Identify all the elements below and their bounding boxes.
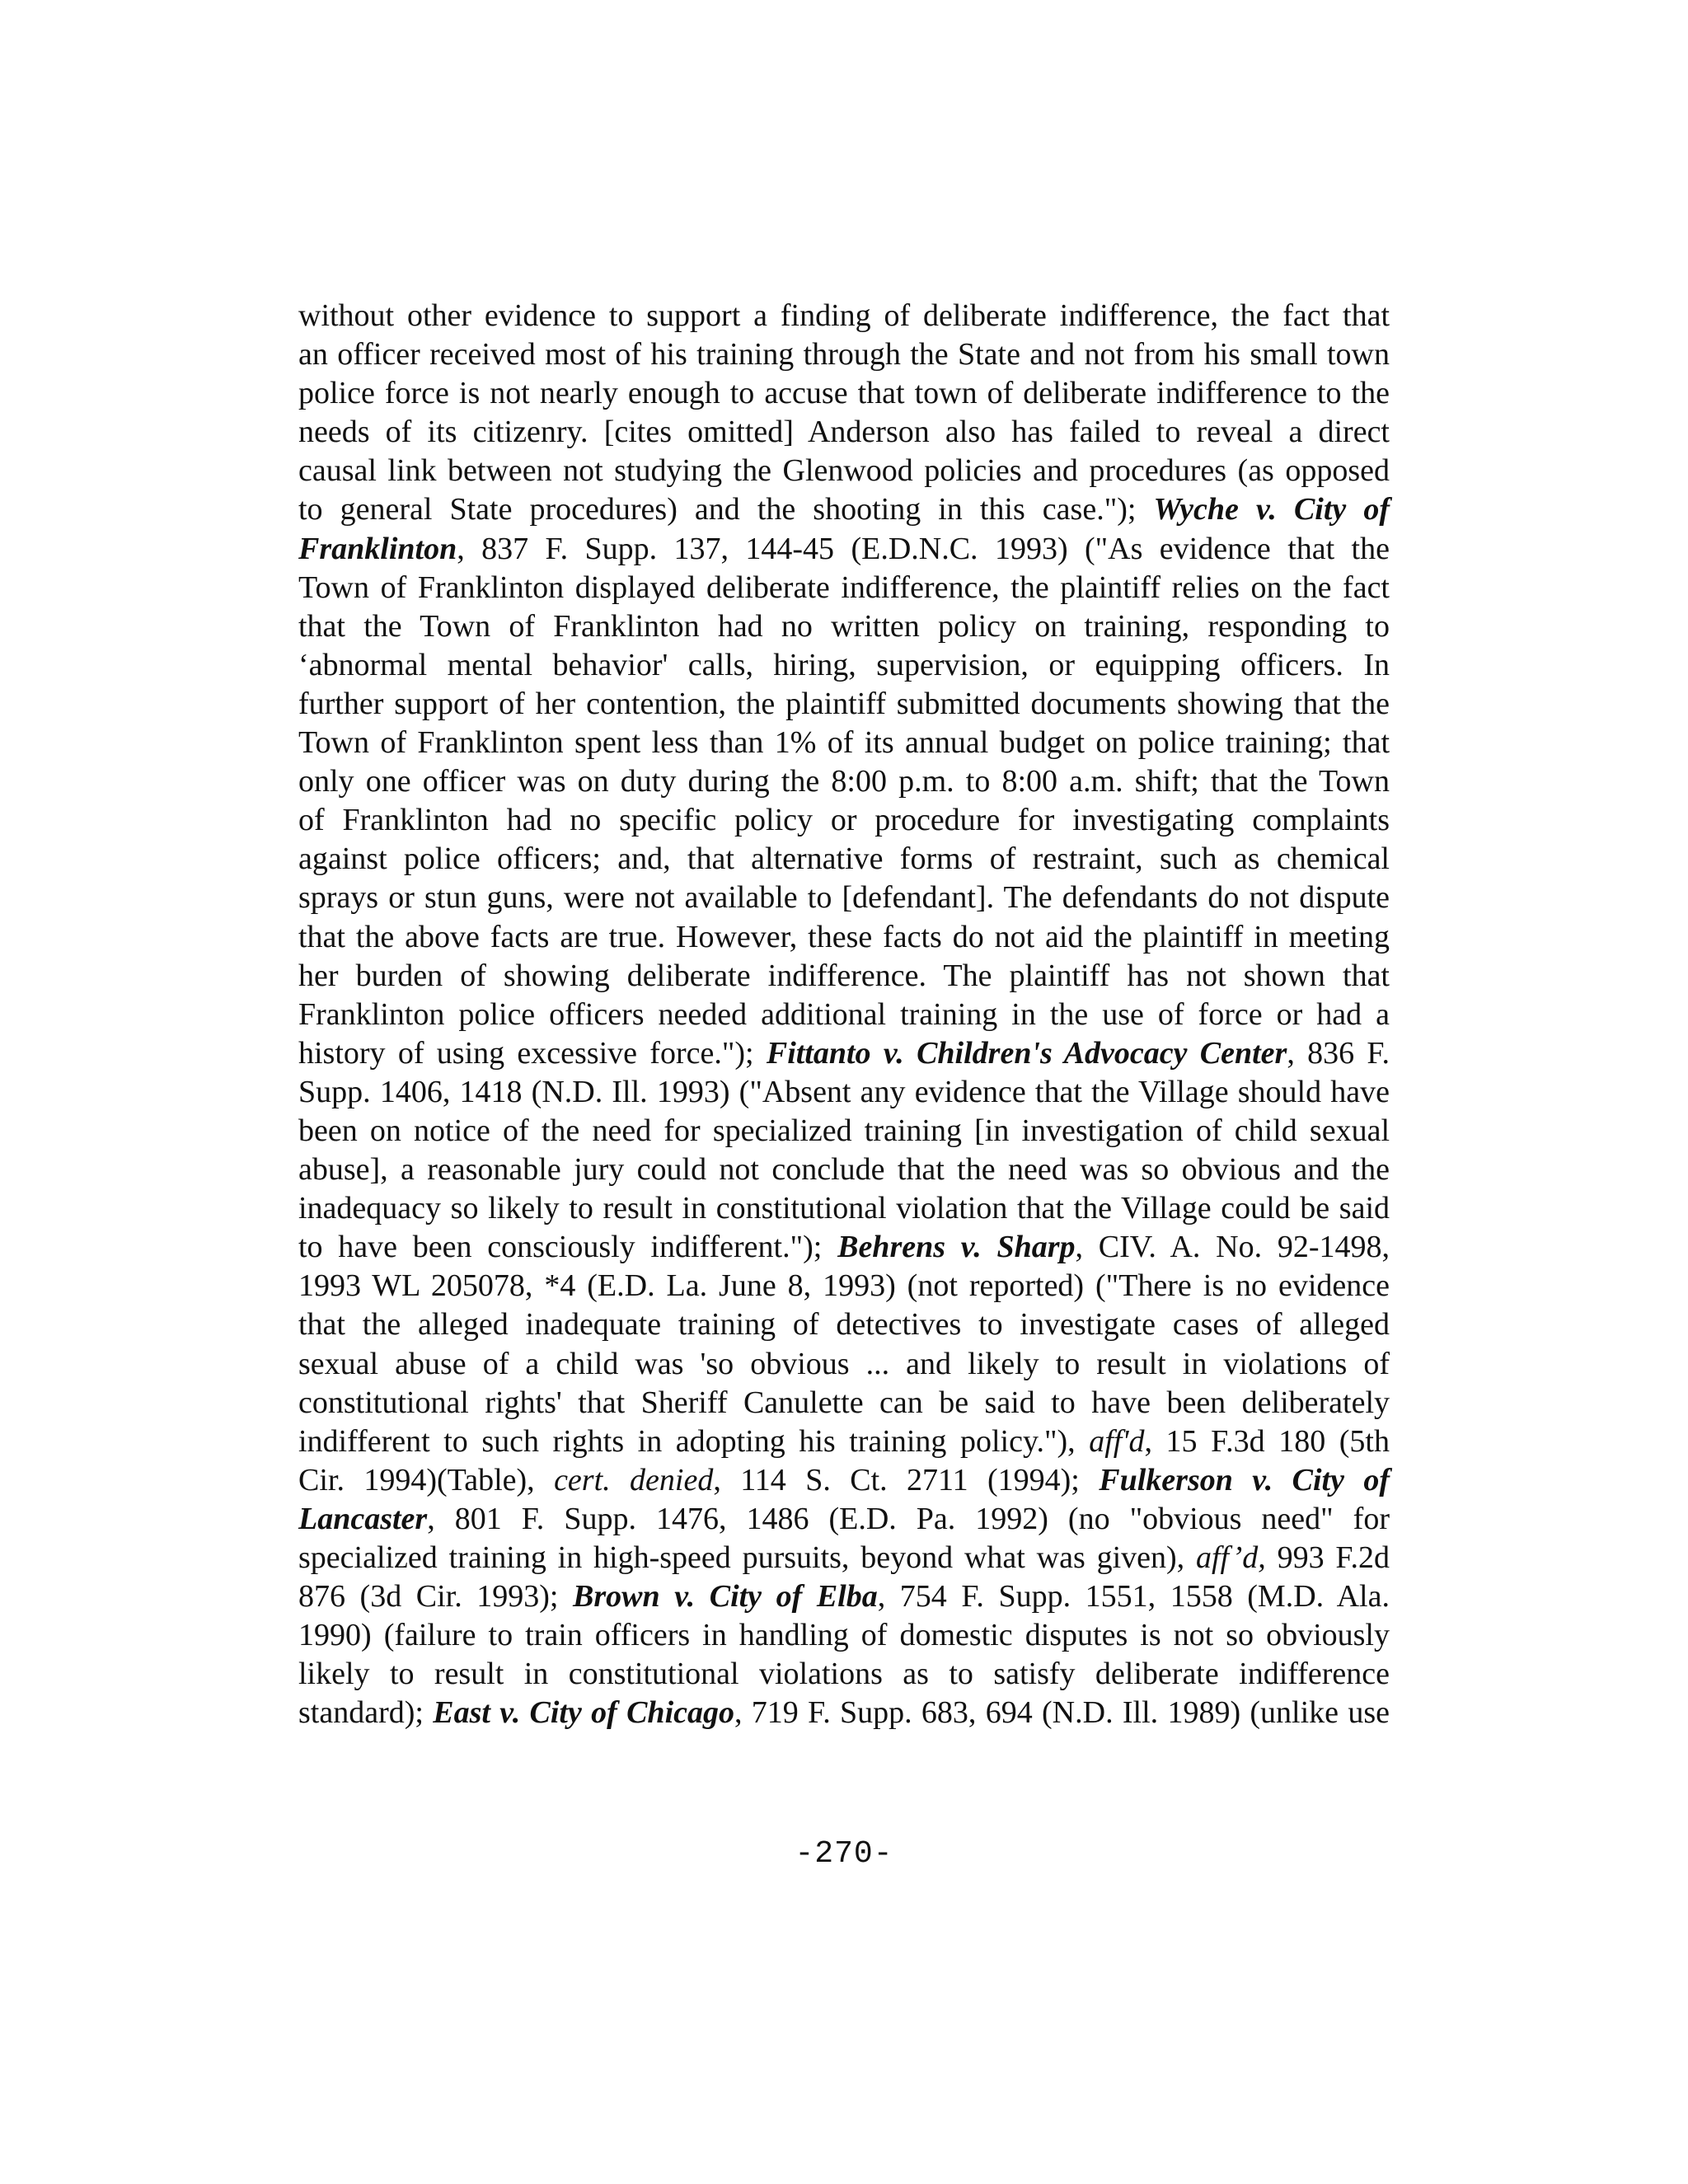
case-name: Fittanto v. Children's Advocacy Center — [766, 1035, 1287, 1071]
text-segment: , CIV. A. No. 92-1498, — [1075, 1230, 1390, 1265]
text-line — [298, 1073, 1390, 1112]
text-segment: Supp. 1406, 1418 (N.D. Ill. 1993) ("Absent any evidence that the Village should have — [298, 1074, 1390, 1109]
text-segment: , 15 F.3d 180 (5th — [1144, 1423, 1390, 1459]
case-name: East v. City of Chicago — [433, 1695, 734, 1731]
text-segment: inadequacy so likely to result in constitutional violation that the Village could be said — [298, 1191, 1390, 1226]
text-segment: , 837 F. Supp. 137, 144-45 (E.D.N.C. 1993) ("As evidence that the — [457, 531, 1390, 566]
text-line — [298, 762, 1390, 801]
page-number: -270- — [795, 1836, 893, 1872]
text-line — [298, 530, 1390, 569]
case-name: Franklinton — [298, 531, 457, 566]
text-segment: specialized training in high-speed pursuits, beyond what was given), — [298, 1540, 1196, 1575]
text-line — [298, 1461, 1390, 1500]
text-segment: standard); — [298, 1695, 434, 1731]
italic-term: aff’d, — [1195, 1540, 1266, 1575]
italic-term: cert. denied — [554, 1462, 714, 1497]
text-segment: to general State procedures) and the shooting in this case."); — [298, 492, 1154, 527]
text-segment: Cir. 1994)(Table), — [298, 1462, 555, 1497]
text-segment: , 836 F. — [1287, 1035, 1390, 1071]
text-segment: needs of its citizenry. [cites omitted] Anderson also has failed to reveal a direct — [298, 415, 1390, 450]
text-segment: sprays or stun guns, were not available to [defendant]. The defendants do not dispute — [298, 880, 1390, 916]
text-segment: sexual abuse of a child was 'so obvious ... and likely to result in violations of — [298, 1346, 1390, 1381]
text-segment: that the Town of Franklinton had no written policy on training, responding to — [298, 608, 1390, 644]
text-line — [298, 685, 1390, 724]
text-line — [298, 569, 1390, 607]
text-segment: that the above facts are true. However, these facts do not aid the plaintiff in meeting — [298, 919, 1390, 954]
text-line — [298, 1539, 1390, 1577]
text-line — [298, 1500, 1390, 1539]
text-line — [298, 490, 1390, 529]
text-segment: likely to result in constitutional violations as to satisfy deliberate indifference — [298, 1657, 1390, 1692]
text-line — [298, 918, 1390, 957]
text-line — [298, 1305, 1390, 1344]
text-line — [298, 801, 1390, 840]
text-segment: 1990) (failure to train officers in handling of domestic disputes is not so obviously — [298, 1618, 1390, 1653]
text-line — [298, 1577, 1390, 1616]
text-segment: Franklinton police officers needed additional training in the use of force or had a — [298, 996, 1390, 1032]
text-line — [298, 1034, 1390, 1073]
text-segment: been on notice of the need for specialized training [in investigation of child sexual — [298, 1113, 1390, 1148]
text-segment: against police officers; and, that alternative forms of restraint, such as chemical — [298, 841, 1390, 877]
text-line — [298, 297, 1390, 335]
text-segment: 1993 WL 205078, *4 (E.D. La. June 8, 1993) (not reported) ("There is no evidence — [298, 1268, 1390, 1304]
text-line — [298, 646, 1390, 685]
text-line — [298, 374, 1390, 413]
text-segment: Town of Franklinton spent less than 1% of its annual budget on police training; that — [298, 725, 1390, 761]
text-segment: 876 (3d Cir. 1993); — [298, 1579, 574, 1615]
text-line — [298, 1384, 1390, 1422]
case-name: Wyche v. City of — [1153, 492, 1390, 527]
text-segment: ‘abnormal mental behavior' calls, hiring, supervision, or equipping officers. In — [298, 647, 1390, 682]
text-line — [298, 840, 1390, 879]
text-segment: 993 F.2d — [1265, 1540, 1390, 1575]
text-line — [298, 1189, 1390, 1228]
text-segment: , 719 F. Supp. 683, 694 (N.D. Ill. 1989) (unlike use — [734, 1695, 1390, 1731]
text-segment: constitutional rights' that Sheriff Canulette can be said to have been deliberately — [298, 1385, 1390, 1420]
text-line — [298, 1151, 1390, 1189]
text-line — [298, 1112, 1390, 1151]
text-segment: her burden of showing deliberate indifference. The plaintiff has not shown that — [298, 958, 1390, 993]
text-segment: that the alleged inadequate training of detectives to investigate cases of alleged — [298, 1307, 1390, 1343]
text-line — [298, 1422, 1390, 1461]
text-line — [298, 996, 1390, 1034]
case-name: Lancaster — [298, 1501, 428, 1536]
text-segment: causal link between not studying the Glenwood policies and procedures (as opposed — [298, 453, 1390, 489]
case-name: Brown v. City of Elba — [573, 1579, 878, 1615]
text-segment: , 754 F. Supp. 1551, 1558 (M.D. Ala. — [877, 1579, 1390, 1615]
text-segment: further support of her contention, the plaintiff submitted documents showing that the — [298, 686, 1390, 721]
text-line — [298, 1267, 1390, 1305]
text-segment: of Franklinton had no specific policy or procedure for investigating complaints — [298, 803, 1390, 838]
text-segment: , 801 F. Supp. 1476, 1486 (E.D. Pa. 1992) (no "obvious need" for — [427, 1501, 1390, 1536]
text-line — [298, 1655, 1390, 1694]
text-segment: abuse], a reasonable jury could not conclude that the need was so obvious and the — [298, 1152, 1390, 1188]
text-line — [298, 1345, 1390, 1384]
text-line — [298, 413, 1390, 452]
text-line — [298, 724, 1390, 762]
italic-term: aff'd — [1089, 1423, 1145, 1459]
text-line — [298, 607, 1390, 646]
text-line — [298, 957, 1390, 996]
text-segment: , 114 S. Ct. 2711 (1994); — [713, 1462, 1100, 1497]
text-segment: history of using excessive force."); — [298, 1035, 767, 1071]
body-text — [298, 297, 1390, 1732]
text-segment: without other evidence to support a finding of deliberate indifference, the fact that — [298, 298, 1390, 333]
text-line — [298, 452, 1390, 490]
text-line — [298, 879, 1390, 917]
text-segment: Town of Franklinton displayed deliberate indifference, the plaintiff relies on the fact — [298, 569, 1390, 605]
text-line — [298, 1616, 1390, 1655]
text-segment: indifferent to such rights in adopting his training policy."), — [298, 1423, 1090, 1459]
case-name: Behrens v. Sharp — [837, 1230, 1076, 1265]
text-segment: an officer received most of his training through the State and not from his small town — [298, 337, 1390, 373]
case-name: Fulkerson v. City of — [1099, 1462, 1390, 1497]
text-line — [298, 335, 1390, 374]
text-segment: to have been consciously indifferent."); — [298, 1230, 838, 1265]
text-line — [298, 1228, 1390, 1267]
text-segment: only one officer was on duty during the 8:00 p.m. to 8:00 a.m. shift; that the Town — [298, 764, 1390, 799]
text-line — [298, 1694, 1390, 1732]
text-segment: police force is not nearly enough to accuse that town of deliberate indifference to the — [298, 376, 1390, 411]
